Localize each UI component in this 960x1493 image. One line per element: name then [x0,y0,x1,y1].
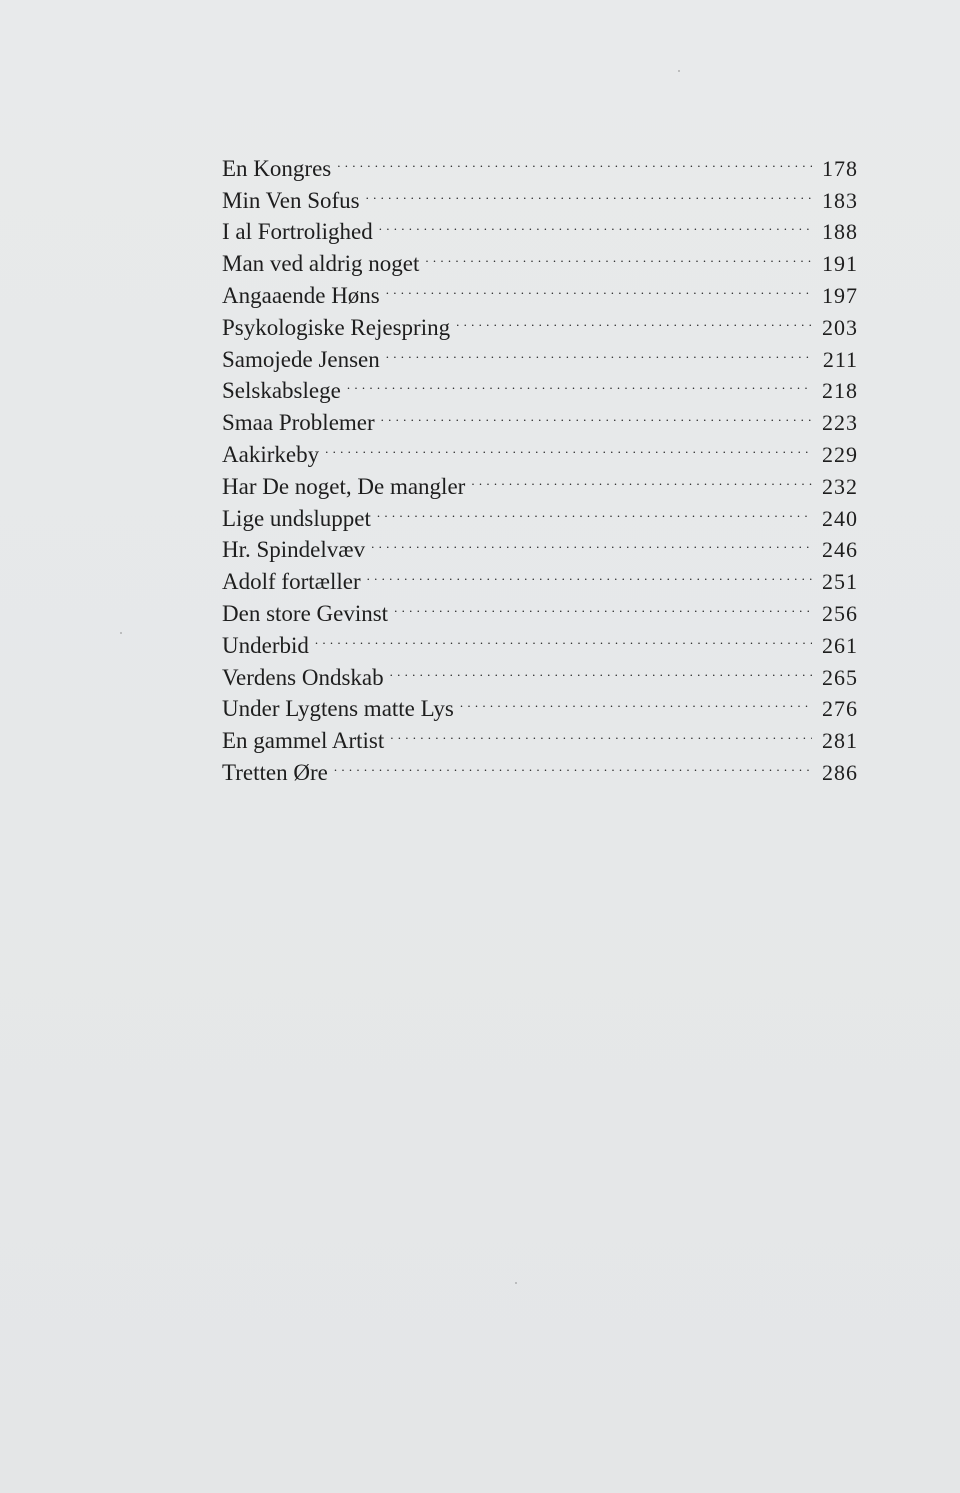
dot-leader [315,621,812,653]
entry-title: Min Ven Sofus [222,187,360,213]
dot-leader [347,367,812,399]
dot-leader [386,271,812,303]
paper-speck [515,1282,517,1284]
dot-leader [390,653,812,685]
entry-title: Adolf fortæller [222,569,361,595]
entry-page-number: 232 [822,473,858,499]
entry-page-number: 191 [822,251,858,277]
dot-leader [366,176,812,208]
entry-title: Verdens Ondskab [222,664,384,690]
entry-title: Har De noget, De mangler [222,473,466,499]
entry-title: Aakirkeby [222,441,320,467]
entry-title: Tretten Øre [222,759,328,785]
dot-leader [334,748,812,780]
entry-title: En gammel Artist [222,728,385,754]
entry-page-number: 211 [822,346,858,372]
toc-entry [222,144,858,181]
entry-title: Man ved aldrig noget [222,251,420,277]
entry-page-number: 183 [822,187,858,213]
entry-title: Angaaende Høns [222,282,380,308]
dot-leader [386,335,813,367]
dot-leader [394,589,812,621]
entry-page-number: 229 [822,441,858,467]
entry-title: Smaa Problemer [222,410,375,436]
entry-title: Under Lygtens matte Lys [222,696,454,722]
entry-title: Selskabslege [222,378,341,404]
dot-leader [471,462,812,494]
entry-page-number: 265 [822,664,858,690]
dot-leader [325,430,812,462]
entry-title: I al Fortrolighed [222,219,373,245]
toc-entry [222,653,858,690]
dot-leader [337,144,812,176]
dot-leader [371,526,812,558]
entry-page-number: 218 [822,378,858,404]
entry-page-number: 246 [822,537,858,563]
dot-leader [460,685,812,717]
dot-leader [377,494,812,526]
entry-page-number: 276 [822,696,858,722]
entry-title: Psykologiske Rejespring [222,314,451,340]
entry-page-number: 197 [822,282,858,308]
entry-page-number: 251 [822,569,858,595]
entry-title: Den store Gevinst [222,600,389,626]
entry-page-number: 178 [822,155,858,181]
entry-title: Lige undsluppet [222,505,371,531]
entry-page-number: 261 [822,632,858,658]
dot-leader [390,716,812,748]
entry-page-number: 256 [822,600,858,626]
paper-speck [120,632,122,634]
entry-page-number: 240 [822,505,858,531]
dot-leader [367,557,812,589]
entry-title: Underbid [222,632,309,658]
dot-leader [379,208,812,240]
entry-page-number: 223 [822,410,858,436]
entry-page-number: 281 [822,728,858,754]
entry-page-number: 188 [822,219,858,245]
table-of-contents [222,144,858,785]
dot-leader [381,398,812,430]
entry-title: En Kongres [222,155,332,181]
entry-page-number: 203 [822,314,858,340]
entry-title: Hr. Spindelvæv [222,537,366,563]
toc-entry [222,621,858,658]
paper-speck [678,70,680,72]
dot-leader [456,303,812,335]
entry-page-number: 286 [822,759,858,785]
entry-title: Samojede Jensen [222,346,380,372]
dot-leader [425,239,812,271]
